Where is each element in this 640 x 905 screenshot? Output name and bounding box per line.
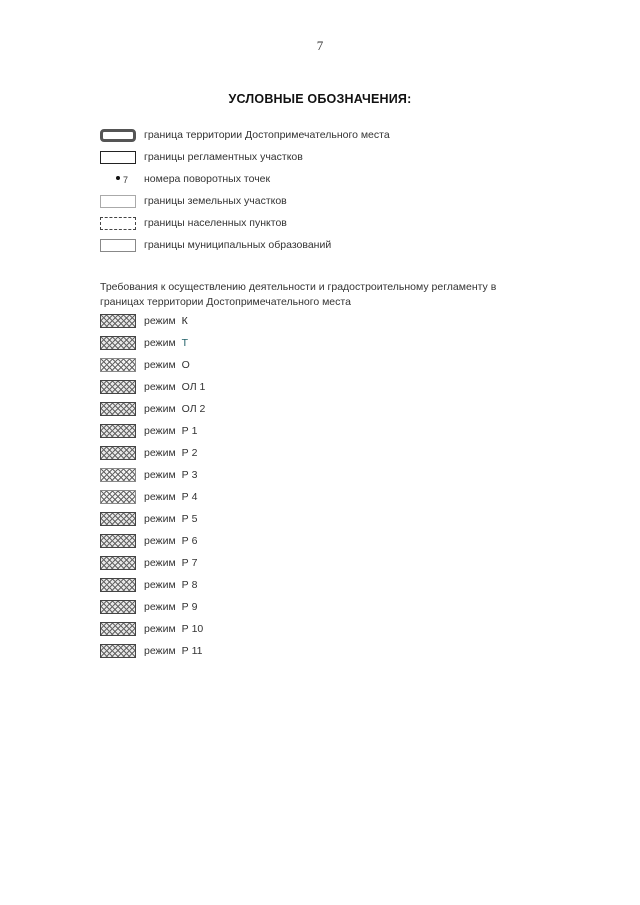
hatch-pattern-icon <box>100 446 136 460</box>
hatch-pattern-icon <box>100 468 136 482</box>
legend-label: граница территории Достопримечательного места <box>144 129 390 141</box>
land-plot-boundary-icon <box>100 195 136 208</box>
point-number: 7 <box>123 174 129 185</box>
mode-code: Р 3 <box>181 469 198 481</box>
mode-code: Р 11 <box>181 645 203 657</box>
mode-row <box>100 640 400 662</box>
municipal-boundary-icon <box>100 239 136 252</box>
mode-row <box>100 332 400 354</box>
hatch-pattern-icon <box>100 622 136 636</box>
mode-code: Р 4 <box>181 491 198 503</box>
mode-code: ОЛ 2 <box>181 403 206 415</box>
mode-code: Р 5 <box>181 513 198 525</box>
legend-label: границы населенных пунктов <box>144 217 287 229</box>
hatch-pattern-icon <box>100 534 136 548</box>
mode-row <box>100 442 400 464</box>
turning-point-icon <box>100 173 136 186</box>
mode-word: режим <box>144 557 176 569</box>
mode-code: Р 8 <box>181 579 198 591</box>
legend-label: номера поворотных точек <box>144 173 271 185</box>
mode-word: режим <box>144 491 176 503</box>
mode-code: Т <box>181 337 189 349</box>
mode-word: режим <box>144 425 176 437</box>
hatch-pattern-icon <box>100 578 136 592</box>
mode-row <box>100 574 400 596</box>
mode-word: режим <box>144 535 176 547</box>
mode-word: режим <box>144 623 176 635</box>
modes-list <box>100 310 400 662</box>
mode-word: режим <box>144 315 176 327</box>
mode-code: Р 7 <box>181 557 198 569</box>
mode-word: режим <box>144 645 176 657</box>
mode-code: О <box>181 359 190 371</box>
hatch-pattern-icon <box>100 336 136 350</box>
mode-row <box>100 486 400 508</box>
reglament-boundary-icon <box>100 151 136 164</box>
legend-item-points <box>100 168 520 190</box>
legend-item-territory <box>100 124 520 146</box>
mode-row <box>100 354 400 376</box>
mode-code: Р 9 <box>181 601 198 613</box>
legend-label: границы регламентных участков <box>144 151 303 163</box>
territory-boundary-icon <box>100 129 136 142</box>
mode-word: режим <box>144 359 176 371</box>
mode-code: Р 2 <box>181 447 198 459</box>
mode-row <box>100 376 400 398</box>
mode-row <box>100 420 400 442</box>
hatch-pattern-icon <box>100 424 136 438</box>
hatch-pattern-icon <box>100 402 136 416</box>
mode-word: режим <box>144 447 176 459</box>
mode-row <box>100 508 400 530</box>
mode-row <box>100 596 400 618</box>
mode-row <box>100 398 400 420</box>
hatch-pattern-icon <box>100 380 136 394</box>
settlement-boundary-icon <box>100 217 136 230</box>
hatch-pattern-icon <box>100 314 136 328</box>
hatch-pattern-icon <box>100 556 136 570</box>
legend-item-reglament <box>100 146 520 168</box>
legend-list <box>100 124 520 256</box>
legend-item-municipal <box>100 234 520 256</box>
requirements-heading: Требования к осуществлению деятельности и градостроительному регламенту в границах территории Достопримечательного места <box>100 281 497 308</box>
mode-code: Р 6 <box>181 535 198 547</box>
hatch-pattern-icon <box>100 644 136 658</box>
mode-word: режим <box>144 403 176 415</box>
page-number: 7 <box>316 38 324 53</box>
mode-word: режим <box>144 469 176 481</box>
mode-row <box>100 464 400 486</box>
mode-row <box>100 310 400 332</box>
mode-code: Р 10 <box>181 623 204 635</box>
legend-item-land <box>100 190 520 212</box>
mode-code: К <box>181 315 188 327</box>
point-dot-icon <box>116 176 120 180</box>
hatch-pattern-icon <box>100 358 136 372</box>
mode-word: режим <box>144 601 176 613</box>
mode-word: режим <box>144 381 176 393</box>
legend-item-settlement <box>100 212 520 234</box>
mode-row <box>100 618 400 640</box>
legend-label: границы муниципальных образований <box>144 239 332 251</box>
mode-word: режим <box>144 337 176 349</box>
legend-label: границы земельных участков <box>144 195 287 207</box>
hatch-pattern-icon <box>100 490 136 504</box>
hatch-pattern-icon <box>100 600 136 614</box>
mode-word: режим <box>144 579 176 591</box>
mode-row <box>100 530 400 552</box>
mode-row <box>100 552 400 574</box>
hatch-pattern-icon <box>100 512 136 526</box>
legend-title: УСЛОВНЫЕ ОБОЗНАЧЕНИЯ: <box>228 92 412 106</box>
mode-code: ОЛ 1 <box>181 381 206 393</box>
mode-code: Р 1 <box>181 425 198 437</box>
mode-word: режим <box>144 513 176 525</box>
